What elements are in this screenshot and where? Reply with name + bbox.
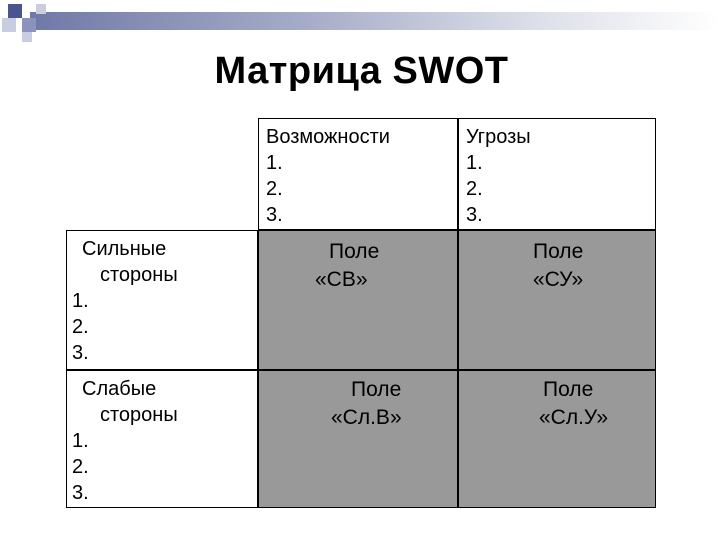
strengths-item: 3.: [72, 342, 89, 364]
field-su: [458, 230, 656, 370]
strengths-item: 1.: [72, 290, 89, 312]
row-strengths: [66, 230, 258, 370]
field-su-line2: «СУ»: [533, 268, 584, 291]
opportunities-item: 2.: [266, 178, 283, 200]
threats-item: 1.: [466, 152, 483, 174]
weaknesses-label: Слабые: [82, 378, 157, 400]
header-opportunities: [258, 118, 458, 230]
field-slu-line2: «Сл.У»: [539, 406, 609, 429]
decorative-square: [2, 18, 16, 32]
weaknesses-item: 3.: [72, 482, 89, 504]
strengths-label: Сильные: [82, 238, 167, 260]
threats-item: 2.: [466, 178, 483, 200]
field-slu: [458, 370, 656, 508]
strengths-label: стороны: [100, 264, 178, 286]
decorative-square: [22, 18, 36, 32]
weaknesses-item: 1.: [72, 430, 89, 452]
strengths-item: 2.: [72, 316, 89, 338]
threats-label: Угрозы: [466, 126, 531, 148]
decorative-band: [30, 12, 720, 30]
weaknesses-label: стороны: [100, 404, 178, 426]
field-slv: [258, 370, 458, 508]
field-slu-line1: Поле: [543, 378, 594, 401]
field-sv-line2: «СВ»: [315, 268, 368, 291]
decorative-square: [22, 32, 32, 42]
header-threats: [458, 118, 656, 230]
decorative-square: [8, 4, 22, 18]
field-slv-line1: Поле: [351, 378, 402, 401]
field-sv-line1: Поле: [329, 240, 380, 263]
field-sv: [258, 230, 458, 370]
opportunities-item: 1.: [266, 152, 283, 174]
field-slv-line2: «Сл.В»: [331, 406, 402, 429]
row-weaknesses: [66, 370, 258, 508]
opportunities-label: Возможности: [266, 126, 390, 148]
decorative-square: [36, 4, 46, 14]
field-su-line1: Поле: [533, 240, 584, 263]
weaknesses-item: 2.: [72, 456, 89, 478]
opportunities-item: 3.: [266, 204, 283, 226]
page-title: Матрица SWOT: [214, 50, 509, 92]
threats-item: 3.: [466, 204, 483, 226]
